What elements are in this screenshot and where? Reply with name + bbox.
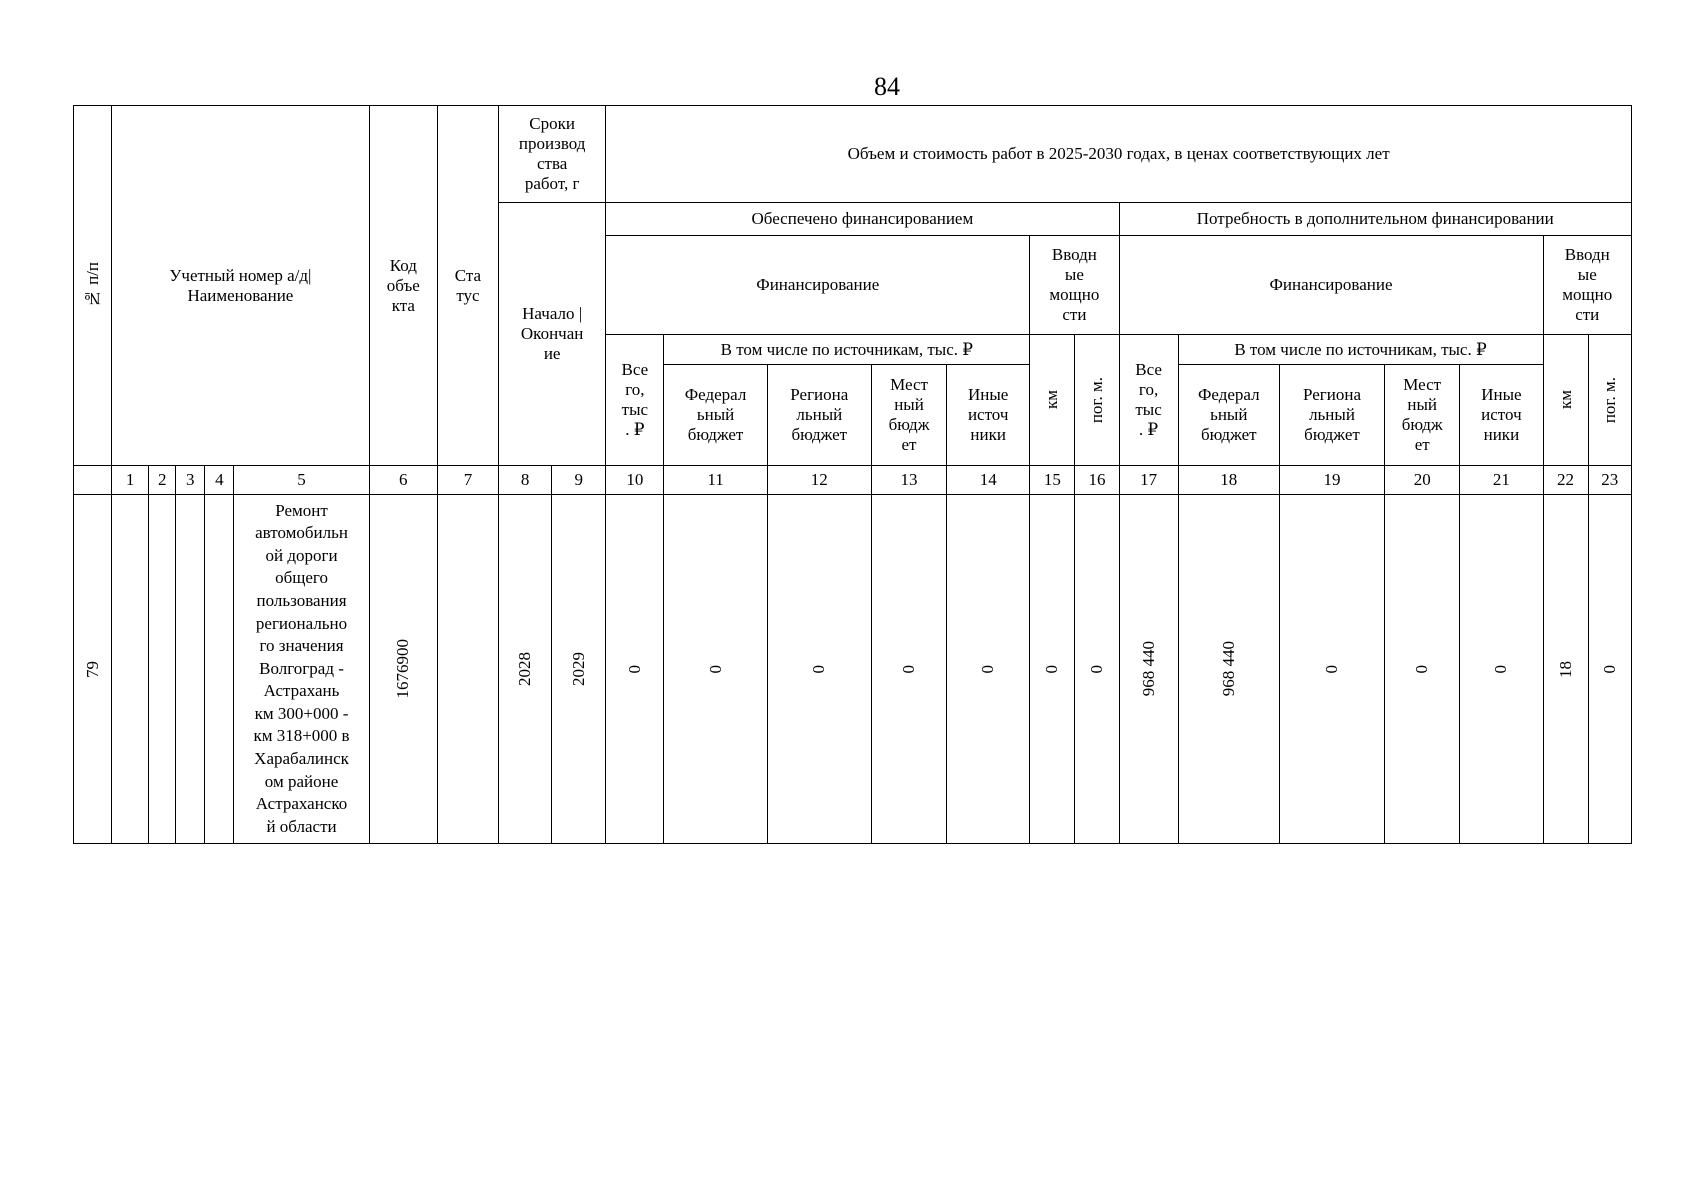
header-status: Ста тус [437, 106, 498, 466]
row-provided-local: 0 [871, 495, 946, 844]
header-provided-federal: Федерал ьный бюджет [664, 365, 767, 466]
header-name: Учетный номер а/д| Наименование [112, 106, 370, 466]
row-code: 1676900 [369, 495, 437, 844]
column-number: 11 [664, 466, 767, 495]
header-provided-financing: Финансирование [606, 236, 1030, 335]
column-number: 8 [499, 466, 552, 495]
column-number: 23 [1588, 466, 1631, 495]
table-row [74, 495, 1632, 844]
column-number: 20 [1385, 466, 1460, 495]
page-number: 84 [874, 72, 900, 101]
row-provided-total: 0 [606, 495, 664, 844]
header-code: Код объе кта [369, 106, 437, 466]
column-number: 18 [1178, 466, 1279, 495]
row-col-1 [112, 495, 149, 844]
row-provided-pog-m: 0 [1075, 495, 1119, 844]
row-need-local: 0 [1385, 495, 1460, 844]
row-col-3 [176, 495, 205, 844]
header-provided-other: Иные источ ники [947, 365, 1030, 466]
header-provided-pog-m: пог. м. [1075, 335, 1119, 466]
header-need-other: Иные источ ники [1460, 365, 1543, 466]
column-number: 2 [149, 466, 176, 495]
header-volume-title: Объем и стоимость работ в 2025-2030 годах, в ценах соответствующих лет [606, 106, 1632, 203]
row-col-2 [149, 495, 176, 844]
row-name: Ремонт автомобильн ой дороги общего пользования регионально го значения Волгоград - Астрахань км 300+000 - км 318+000 в Харабалинск ом районе Астраханско й области [234, 495, 369, 844]
header-need: Потребность в дополнительном финансировании [1119, 203, 1632, 236]
row-num: 79 [74, 495, 112, 844]
column-number: 7 [437, 466, 498, 495]
header-provided-km: км [1030, 335, 1075, 466]
header-need-total: Все го, тыс . ₽ [1119, 335, 1178, 466]
header-need-federal: Федерал ьный бюджет [1178, 365, 1279, 466]
column-number: 14 [947, 466, 1030, 495]
header-provided-regional: Региона льный бюджет [767, 365, 871, 466]
row-need-federal: 968 440 [1178, 495, 1279, 844]
header-provided-capacity: Вводн ые мощно сти [1030, 236, 1119, 335]
row-start: 2028 [499, 495, 552, 844]
works-table [73, 105, 1632, 844]
row-provided-other: 0 [947, 495, 1030, 844]
header-provided-local: Мест ный бюдж ет [871, 365, 946, 466]
header-need-capacity: Вводн ые мощно сти [1543, 236, 1632, 335]
header-need-financing: Финансирование [1119, 236, 1543, 335]
header-need-local: Мест ный бюдж ет [1385, 365, 1460, 466]
row-need-km: 18 [1543, 495, 1588, 844]
header-need-regional: Региона льный бюджет [1279, 365, 1384, 466]
column-number: 15 [1030, 466, 1075, 495]
row-need-total: 968 440 [1119, 495, 1178, 844]
column-number: 21 [1460, 466, 1543, 495]
column-number: 1 [112, 466, 149, 495]
row-col-4 [205, 495, 234, 844]
column-number: 12 [767, 466, 871, 495]
header-start-end: Начало | Окончан ие [499, 203, 606, 466]
header-need-pog-m: пог. м. [1588, 335, 1631, 466]
column-number: 17 [1119, 466, 1178, 495]
column-number: 6 [369, 466, 437, 495]
column-number: 22 [1543, 466, 1588, 495]
row-end: 2029 [552, 495, 606, 844]
column-number: 13 [871, 466, 946, 495]
column-number: 10 [606, 466, 664, 495]
column-number: 5 [234, 466, 369, 495]
column-numbers-row [74, 466, 1632, 495]
row-provided-km: 0 [1030, 495, 1075, 844]
header-need-km: км [1543, 335, 1588, 466]
column-number: 3 [176, 466, 205, 495]
row-provided-regional: 0 [767, 495, 871, 844]
row-need-pog-m: 0 [1588, 495, 1631, 844]
row-need-regional: 0 [1279, 495, 1384, 844]
header-num: № п/п [74, 106, 112, 466]
column-number: 16 [1075, 466, 1119, 495]
row-status [437, 495, 498, 844]
column-number: 19 [1279, 466, 1384, 495]
column-number: 9 [552, 466, 606, 495]
header-provided-by-sources: В том числе по источникам, тыс. ₽ [664, 335, 1030, 365]
column-number: 4 [205, 466, 234, 495]
header-provided-total: Все го, тыс . ₽ [606, 335, 664, 466]
header-need-by-sources: В том числе по источникам, тыс. ₽ [1178, 335, 1543, 365]
row-provided-federal: 0 [664, 495, 767, 844]
row-need-other: 0 [1460, 495, 1543, 844]
header-terms: Сроки производ ства работ, г [499, 106, 606, 203]
header-provided: Обеспечено финансированием [606, 203, 1119, 236]
column-number [74, 466, 112, 495]
